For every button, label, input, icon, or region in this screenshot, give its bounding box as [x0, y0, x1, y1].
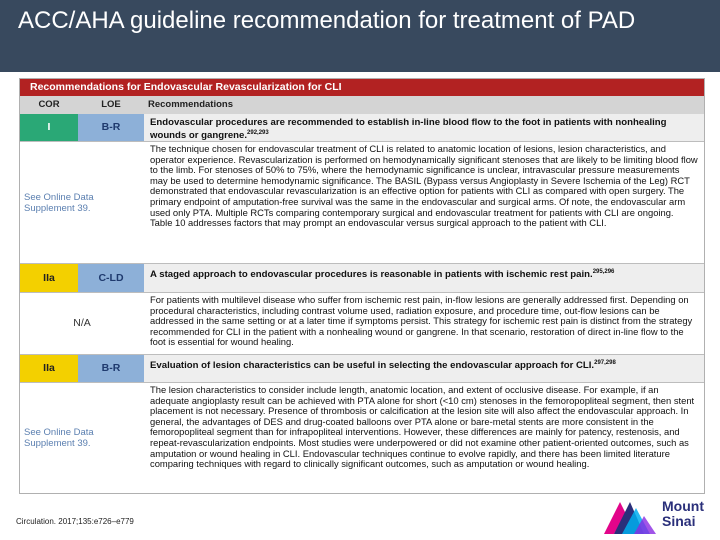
recommendations-table	[19, 78, 705, 494]
recommendation-statement: Endovascular procedures are recommended to establish in-line blood flow to the foot in patients with nonhealing wounds or gangrene.	[150, 117, 667, 142]
not-applicable: N/A	[73, 317, 91, 329]
supplement-cell	[20, 142, 144, 263]
table-title: Recommendations for Endovascular Revascularization for CLI	[20, 79, 704, 96]
recommendation-statement: Evaluation of lesion characteristics can be useful in selecting the endovascular approach for CLI.	[150, 360, 595, 372]
loe-badge: C-LD	[78, 264, 144, 292]
supplement-cell	[20, 383, 144, 493]
recommendation-text	[144, 114, 704, 141]
online-data-supplement-link[interactable]: See Online Data Supplement 39.	[24, 191, 94, 214]
citation: Circulation. 2017;135:e726–e779	[16, 517, 134, 526]
recommendation-text	[144, 355, 704, 382]
title-bar	[0, 0, 720, 72]
supportive-text: The lesion characteristics to consider include length, anatomic location, and extent of occlusive disease. For example, if an adequate angioplasty result can be achieved with PTA alone for short (<10 cm) stenoses in the femoropopliteal segment, then stent placement is not necessary. Presence of thrombosis or calcification at the lesion site will also affect the endovascular approach. In general, the advantages of DES and drug-coated balloons over PTA alone or bare-metal stents are more consistent in the femoropopliteal segment than for infrapopliteal interventions. However, these differences are mainly for patency, restenosis, and repeat-revascularization endpoints. Most studies were underpowered or did not examine other patient-oriented outcomes, such as amputation or wound healing in CLI. Endovascular techniques continue to evolve rapidly, and there has been limited literature comparing techniques with regard to clinically significant outcomes, such as amputation or wound healing.	[150, 384, 695, 470]
cor-badge: IIa	[20, 264, 78, 292]
loe-badge: B-R	[78, 355, 144, 382]
logo-line-2: Sinai	[662, 513, 696, 529]
supportive-text: The technique chosen for endovascular treatment of CLI is related to anatomic location of lesions, lesion characteristics, and operator experience. Revascularization is performed on hemodynamically significant stenoses that are likely to be limiting blood flow to the limb. For stenoses of 50% to 75%, where the hemodynamic significance is unclear, intravascular pressure measurements may be used to determine hemodynamic significance. The BASIL (Bypass versus Angioplasty in Severe Ischemia of the Leg) RCT demonstrated that endovascular revascularization is an effective option for patients with CLI as compared with open surgery. The primary endpoint of amputation-free survival was the same in the endovascular and surgical arms. Of note, the endovascular arm used only PTA. Multiple RCTs comparing contemporary surgical and endovascular treatment for patients with CLI are ongoing. Table 10 addresses factors that may prompt an endovascular versus surgical approach to the patient with CLI.	[150, 143, 698, 229]
recommendation-text	[144, 264, 704, 292]
logo-wordmark	[662, 499, 704, 529]
header-recommendations: Recommendations	[144, 96, 704, 114]
logo-line-1: Mount	[662, 498, 704, 514]
supportive-text: For patients with multilevel disease who suffer from ischemic rest pain, in-flow lesions are generally addressed first. Depending on procedural characteristics, including contrast volume used, radiation exposure, and procedure time, out-flow lesions can be addressed in the same setting or at a later time if symptoms persist. This strategy for ischemic rest pain is distinct from the strategy recommended for CLI in the patient with a nonhealing wound or gangrene. In that scenario, restoration of direct in-line flow to the foot is essential for wound healing.	[150, 294, 693, 348]
header-cor: COR	[20, 96, 78, 114]
loe-badge: B-R	[78, 114, 144, 141]
cor-badge: I	[20, 114, 78, 141]
recommendation-statement: A staged approach to endovascular procedures is reasonable in patients with ischemic rest pain.	[150, 269, 593, 281]
header-loe: LOE	[78, 96, 144, 114]
cor-badge: IIa	[20, 355, 78, 382]
reference-numbers: 292,293	[247, 130, 269, 136]
reference-numbers: 297,298	[594, 360, 616, 366]
reference-numbers: 295,296	[592, 269, 615, 275]
slide-title: ACC/AHA guideline recommendation for treatment of PAD	[18, 7, 636, 34]
online-data-supplement-link[interactable]: See Online Data Supplement 39.	[24, 427, 94, 449]
